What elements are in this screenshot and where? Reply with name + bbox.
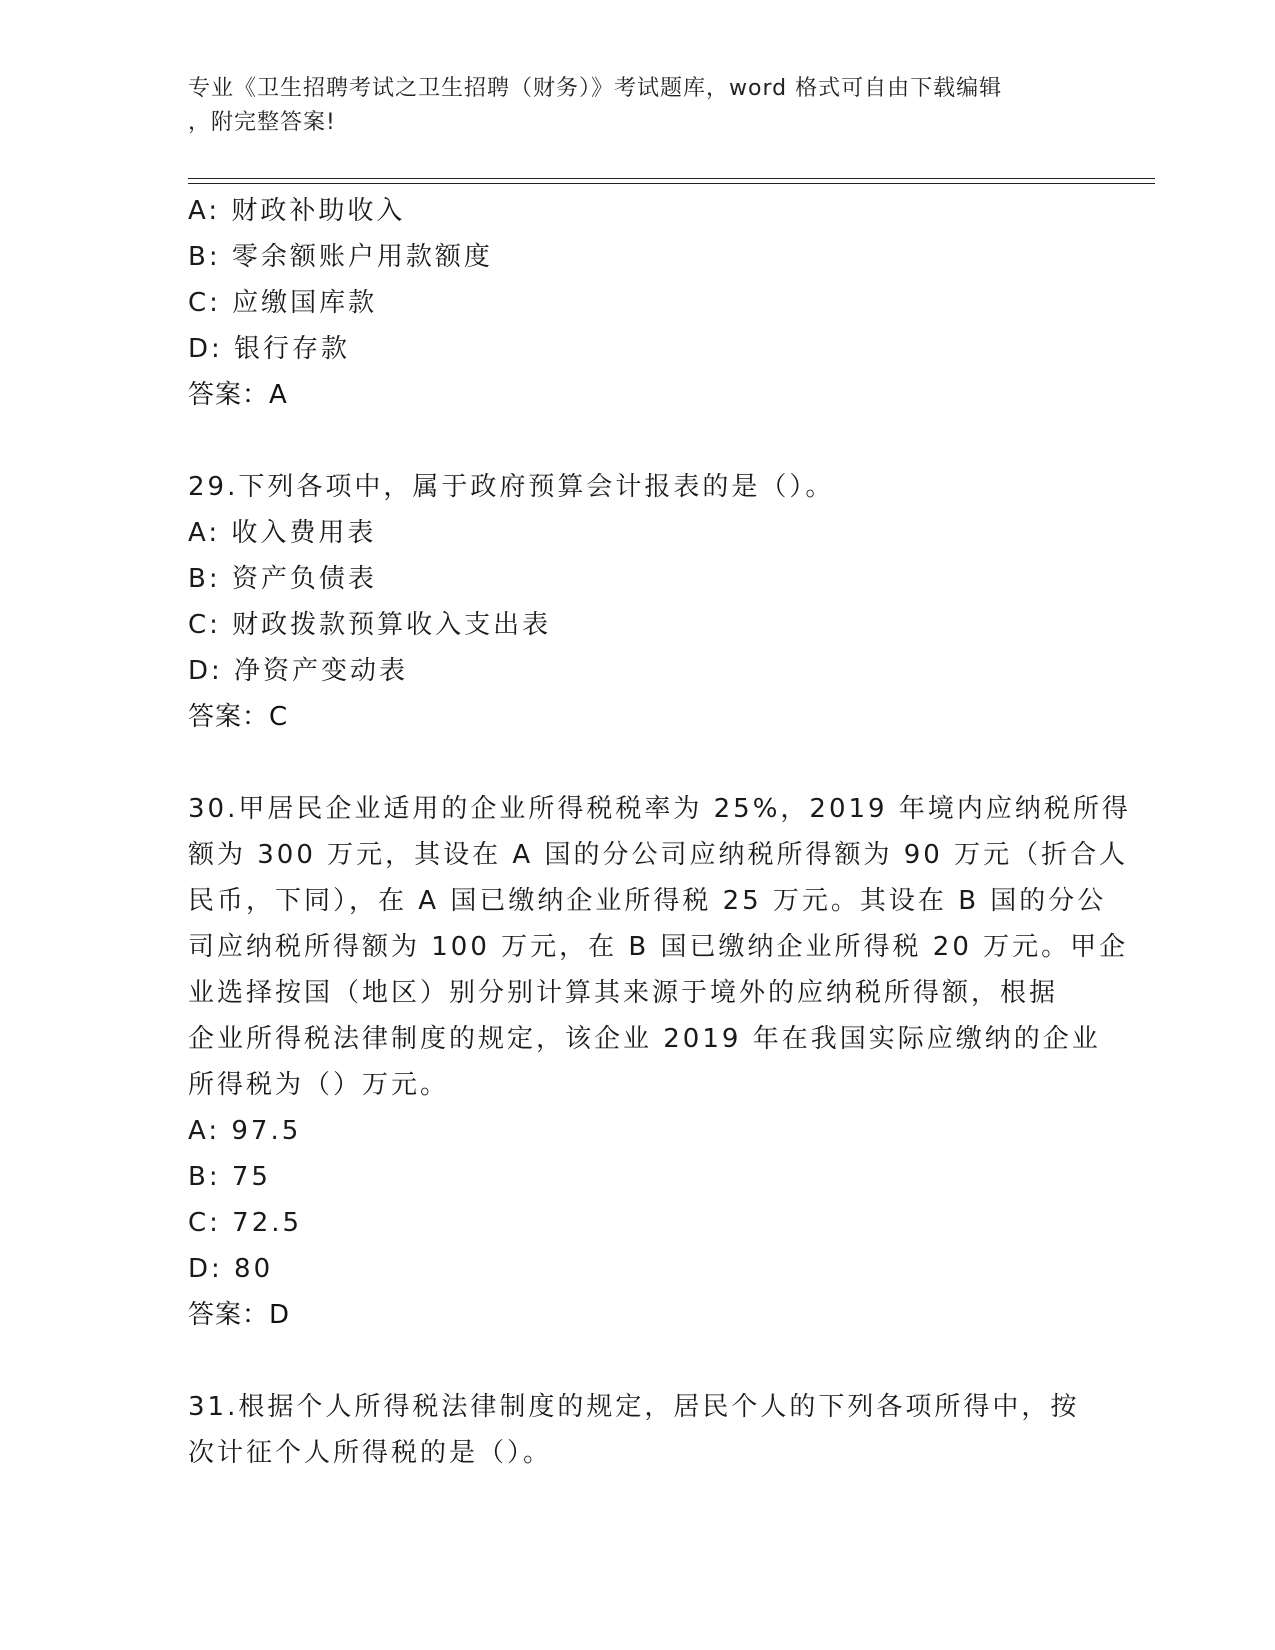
question-text-line: 额为 300 万元，其设在 A 国的分公司应纳税所得额为 90 万元（折合人 (188, 840, 1129, 870)
option-b: B: 资产负债表 (188, 564, 377, 594)
question-text-line: 司应纳税所得额为 100 万元，在 B 国已缴纳企业所得税 20 万元。甲企 (188, 932, 1129, 962)
option-a: A: 财政补助收入 (188, 196, 406, 226)
question-text-line: 30.甲居民企业适用的企业所得税税率为 25%，2019 年境内应纳税所得 (188, 794, 1131, 824)
question-30-block (188, 786, 1131, 1338)
option-d: D: 银行存款 (188, 334, 351, 364)
header-rule-bottom (188, 183, 1155, 184)
option-d: D: 80 (188, 1254, 274, 1284)
header-title-line-1: 专业《卫生招聘考试之卫生招聘（财务）》考试题库，word 格式可自由下载编辑 (188, 76, 1003, 101)
question-text-line: 企业所得税法律制度的规定，该企业 2019 年在我国实际应缴纳的企业 (188, 1024, 1101, 1054)
question-29-block (188, 464, 1078, 740)
option-c: C: 72.5 (188, 1208, 303, 1238)
option-c: C: 财政拨款预算收入支出表 (188, 610, 552, 640)
header-rule-top (188, 178, 1155, 179)
question-28-block (188, 188, 1078, 418)
header-title-line-2: ，附完整答案! (188, 110, 336, 135)
question-text-line: 31.根据个人所得税法律制度的规定，居民个人的下列各项所得中，按 (188, 1392, 1080, 1422)
question-text-line: 民币，下同），在 A 国已缴纳企业所得税 25 万元。其设在 B 国的分公 (188, 886, 1107, 916)
question-text-line: 次计征个人所得税的是（）。 (188, 1438, 553, 1468)
option-b: B: 零余额账户用款额度 (188, 242, 493, 272)
option-d: D: 净资产变动表 (188, 656, 409, 686)
answer-label: 答案：C (188, 702, 289, 732)
option-c: C: 应缴国库款 (188, 288, 378, 318)
question-text-line: 所得税为（）万元。 (188, 1070, 450, 1100)
answer-label: 答案：D (188, 1300, 291, 1330)
question-text: 29.下列各项中，属于政府预算会计报表的是（）。 (188, 472, 835, 502)
question-31-block (188, 1384, 1078, 1476)
option-a: A: 97.5 (188, 1116, 302, 1146)
document-header (188, 72, 1068, 140)
question-content (188, 188, 1131, 1476)
answer-label: 答案：A (188, 380, 288, 410)
question-text-line: 业选择按国（地区）别分别计算其来源于境外的应纳税所得额，根据 (188, 978, 1059, 1008)
option-b: B: 75 (188, 1162, 271, 1192)
option-a: A: 收入费用表 (188, 518, 377, 548)
